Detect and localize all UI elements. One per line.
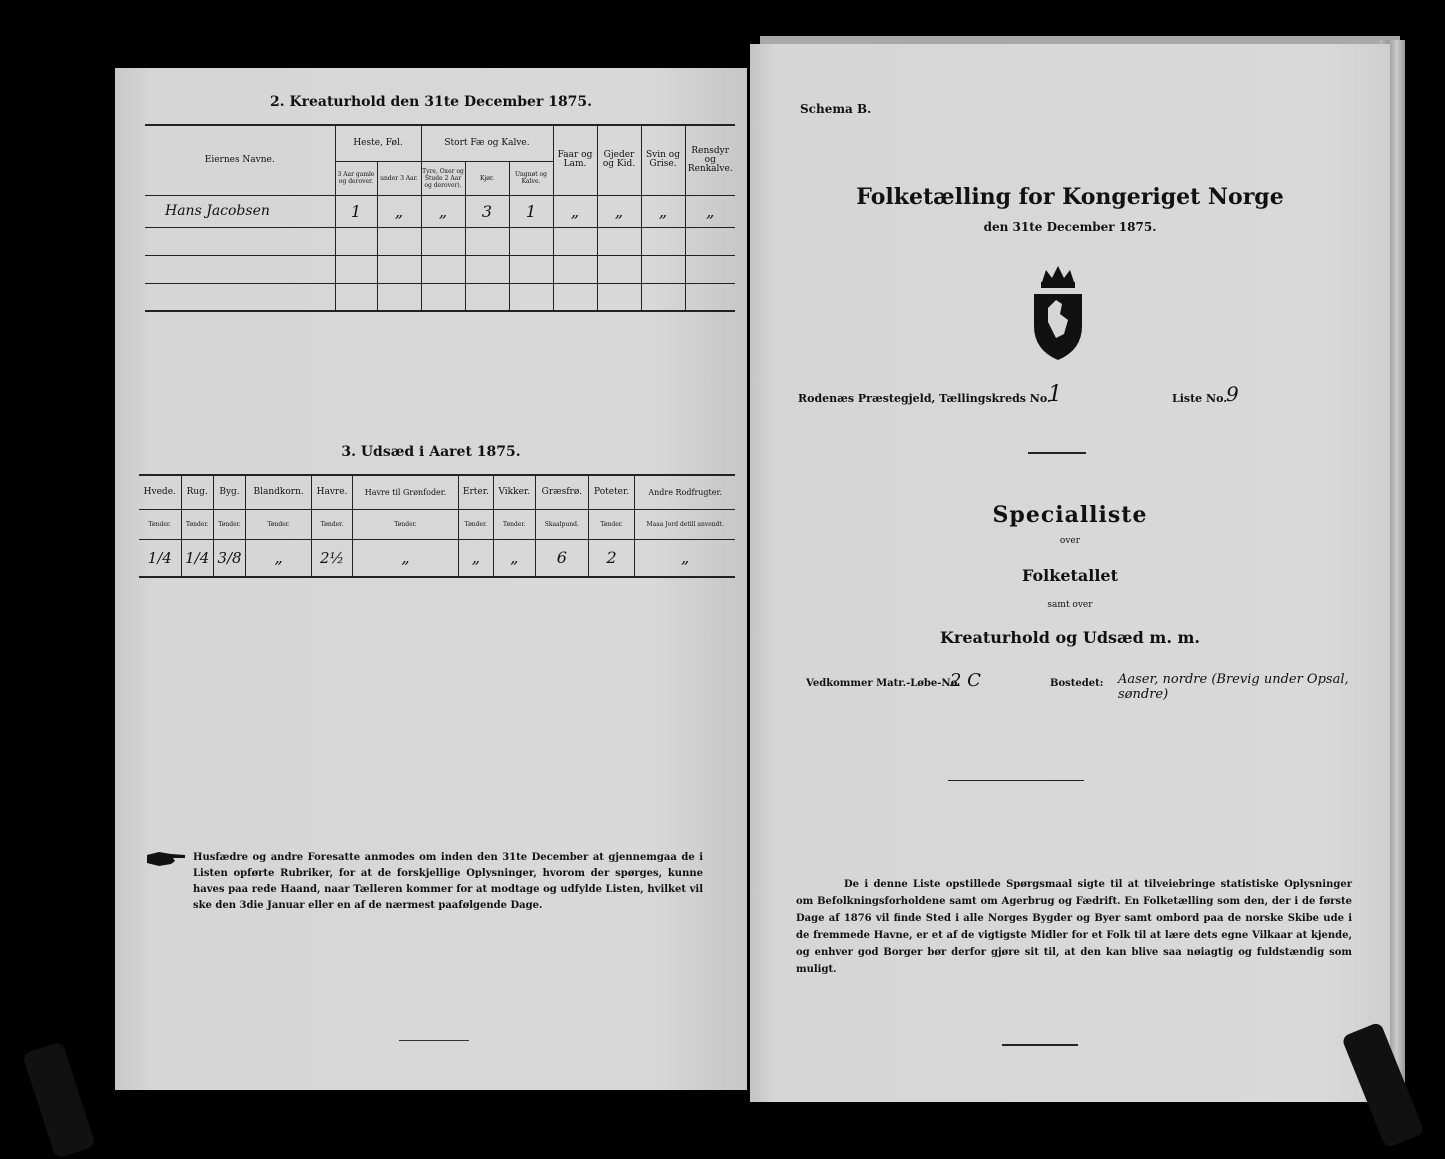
sheep-header: Faar og Lam. xyxy=(553,125,597,195)
cell: 1/4 xyxy=(139,539,181,577)
unit: Tønder. xyxy=(181,509,213,539)
pointing-hand-icon xyxy=(145,850,187,872)
list-no: 9 xyxy=(1226,382,1239,406)
vetch-header: Vikker. xyxy=(493,475,535,509)
cell: „ xyxy=(553,195,597,227)
reindeer-header: Rensdyr og Renkalve. xyxy=(685,125,735,195)
cell: „ xyxy=(246,539,312,577)
unit: Maaa Jord detill anvendt. xyxy=(635,509,735,539)
unit: Tønder. xyxy=(588,509,635,539)
grass-seed-header: Græsfrø. xyxy=(535,475,588,509)
divider xyxy=(1028,452,1086,454)
roots-header: Andre Rodfrugter. xyxy=(635,475,735,509)
notice-text: Husfædre og andre Foresatte anmodes om inden den 31te December at gjennemgaa de i Listen opførte Rubriker, for at de forskjellige Oplysninger, hvorom der spørges, kunne haves paa rede Haand, naar Tælleren kommer for at modtage og udfylde Listen, hvilket vil ske den 3die Januar eller en af de nærmest paafølgende Dage. xyxy=(193,852,703,911)
cell: 3/8 xyxy=(213,539,245,577)
cell: „ xyxy=(493,539,535,577)
unit: Tønder. xyxy=(139,509,181,539)
oats-header: Havre. xyxy=(312,475,353,509)
specialliste-heading: Specialliste xyxy=(992,502,1148,528)
unit: Tønder. xyxy=(459,509,494,539)
table-row xyxy=(139,539,735,577)
calf-header: Ungnøt og Kalve. xyxy=(509,161,553,195)
cell: 6 xyxy=(535,539,588,577)
left-page xyxy=(115,68,747,1090)
mixed-grain-header: Blandkorn. xyxy=(246,475,312,509)
pig-header: Svin og Grise. xyxy=(641,125,685,195)
wheat-header: Hvede. xyxy=(139,475,181,509)
matr-label: Vedkommer Matr.-Løbe-No. xyxy=(806,678,961,689)
kreaturhold-heading: Kreaturhold og Udsæd m. m. xyxy=(940,628,1200,647)
parish-label: Rodenæs Præstegjeld, Tællingskreds No. xyxy=(798,392,1051,405)
goat-header: Gjeder og Kid. xyxy=(597,125,641,195)
samt-over-text: samt over xyxy=(1047,600,1093,610)
census-date: den 31te December 1875. xyxy=(983,220,1157,234)
cell: „ xyxy=(421,195,465,227)
cell: „ xyxy=(641,195,685,227)
cow-header: Kjør. xyxy=(465,161,509,195)
unit: Tønder. xyxy=(312,509,353,539)
footer-text: De i denne Liste opstillede Spørgsmaal sigte til at tilveiebringe statistiske Oplysninger om Befolkningsforholdene samt om Agerbrug og Fædrift. En Folketælling som den, der i de første Dage af 1876 vil finde Sted i alle Norges Bygder og Byer samt ombord paa de norske Skibe ude i de fremmede Havne, er et af de vigtigste Midler for et Folk til at lære dets egne Vilkaar at kjende, og enhver god Borger bør derfor gjøre sit til, at den kan blive saa nøiagtig og fuldstændig som muligt. xyxy=(796,879,1352,975)
barley-header: Byg. xyxy=(213,475,245,509)
bull-header: Tyre, Oxer og Stude 2 Aar og derover). xyxy=(421,161,465,195)
owner-col-header: Eiernes Navne. xyxy=(145,125,335,195)
section2-title: 2. Kreaturhold den 31te December 1875. xyxy=(269,94,593,110)
unit: Skaalpund. xyxy=(535,509,588,539)
right-page xyxy=(750,44,1390,1102)
bosted-label: Bostedet: xyxy=(1050,678,1104,689)
cell: „ xyxy=(352,539,458,577)
list-label: Liste No. xyxy=(1172,392,1228,405)
unit: Tønder. xyxy=(493,509,535,539)
cell: „ xyxy=(635,539,735,577)
seed-table xyxy=(139,474,735,578)
divider xyxy=(948,780,1084,781)
over-text: over xyxy=(1059,536,1081,546)
section3-title: 3. Udsæd i Aaret 1875. xyxy=(341,444,521,460)
coat-of-arms-icon xyxy=(1026,264,1090,368)
cell: 1 xyxy=(509,195,553,227)
district-no: 1 xyxy=(1048,382,1062,407)
cell: 3 xyxy=(465,195,509,227)
folketallet-heading: Folketallet xyxy=(1022,566,1118,585)
potato-header: Poteter. xyxy=(588,475,635,509)
divider xyxy=(1002,1044,1078,1046)
cell: 1/4 xyxy=(181,539,213,577)
cell: 2½ xyxy=(312,539,353,577)
bosted-value: Aaser, nordre (Brevig under Opsal, søndre) xyxy=(1118,672,1349,702)
cattle-group-header: Stort Fæ og Kalve. xyxy=(421,125,553,161)
table-row xyxy=(145,227,735,255)
cell: „ xyxy=(377,195,421,227)
table-row xyxy=(145,195,735,227)
table-row xyxy=(145,283,735,311)
green-oats-header: Havre til Grønfoder. xyxy=(352,475,458,509)
cell: 2 xyxy=(588,539,635,577)
cell: 1 xyxy=(335,195,377,227)
horse-young-header: under 3 Aar. xyxy=(377,161,421,195)
matr-no: 2 C xyxy=(950,670,981,691)
owner-name: Hans Jacobsen xyxy=(145,195,335,227)
rye-header: Rug. xyxy=(181,475,213,509)
unit: Tønder. xyxy=(352,509,458,539)
cell: „ xyxy=(685,195,735,227)
main-title: Folketælling for Kongeriget Norge xyxy=(856,184,1284,210)
unit: Tønder. xyxy=(213,509,245,539)
horse-adult-header: 3 Aar gamle og derover. xyxy=(335,161,377,195)
cell: „ xyxy=(597,195,641,227)
schema-label: Schema B. xyxy=(800,102,872,116)
divider xyxy=(399,1040,469,1041)
cell: „ xyxy=(459,539,494,577)
binder-clip xyxy=(22,1041,96,1159)
peas-header: Erter. xyxy=(459,475,494,509)
unit: Tønder. xyxy=(246,509,312,539)
livestock-table xyxy=(145,124,735,312)
table-row xyxy=(145,255,735,283)
horse-group-header: Heste, Føl. xyxy=(335,125,421,161)
